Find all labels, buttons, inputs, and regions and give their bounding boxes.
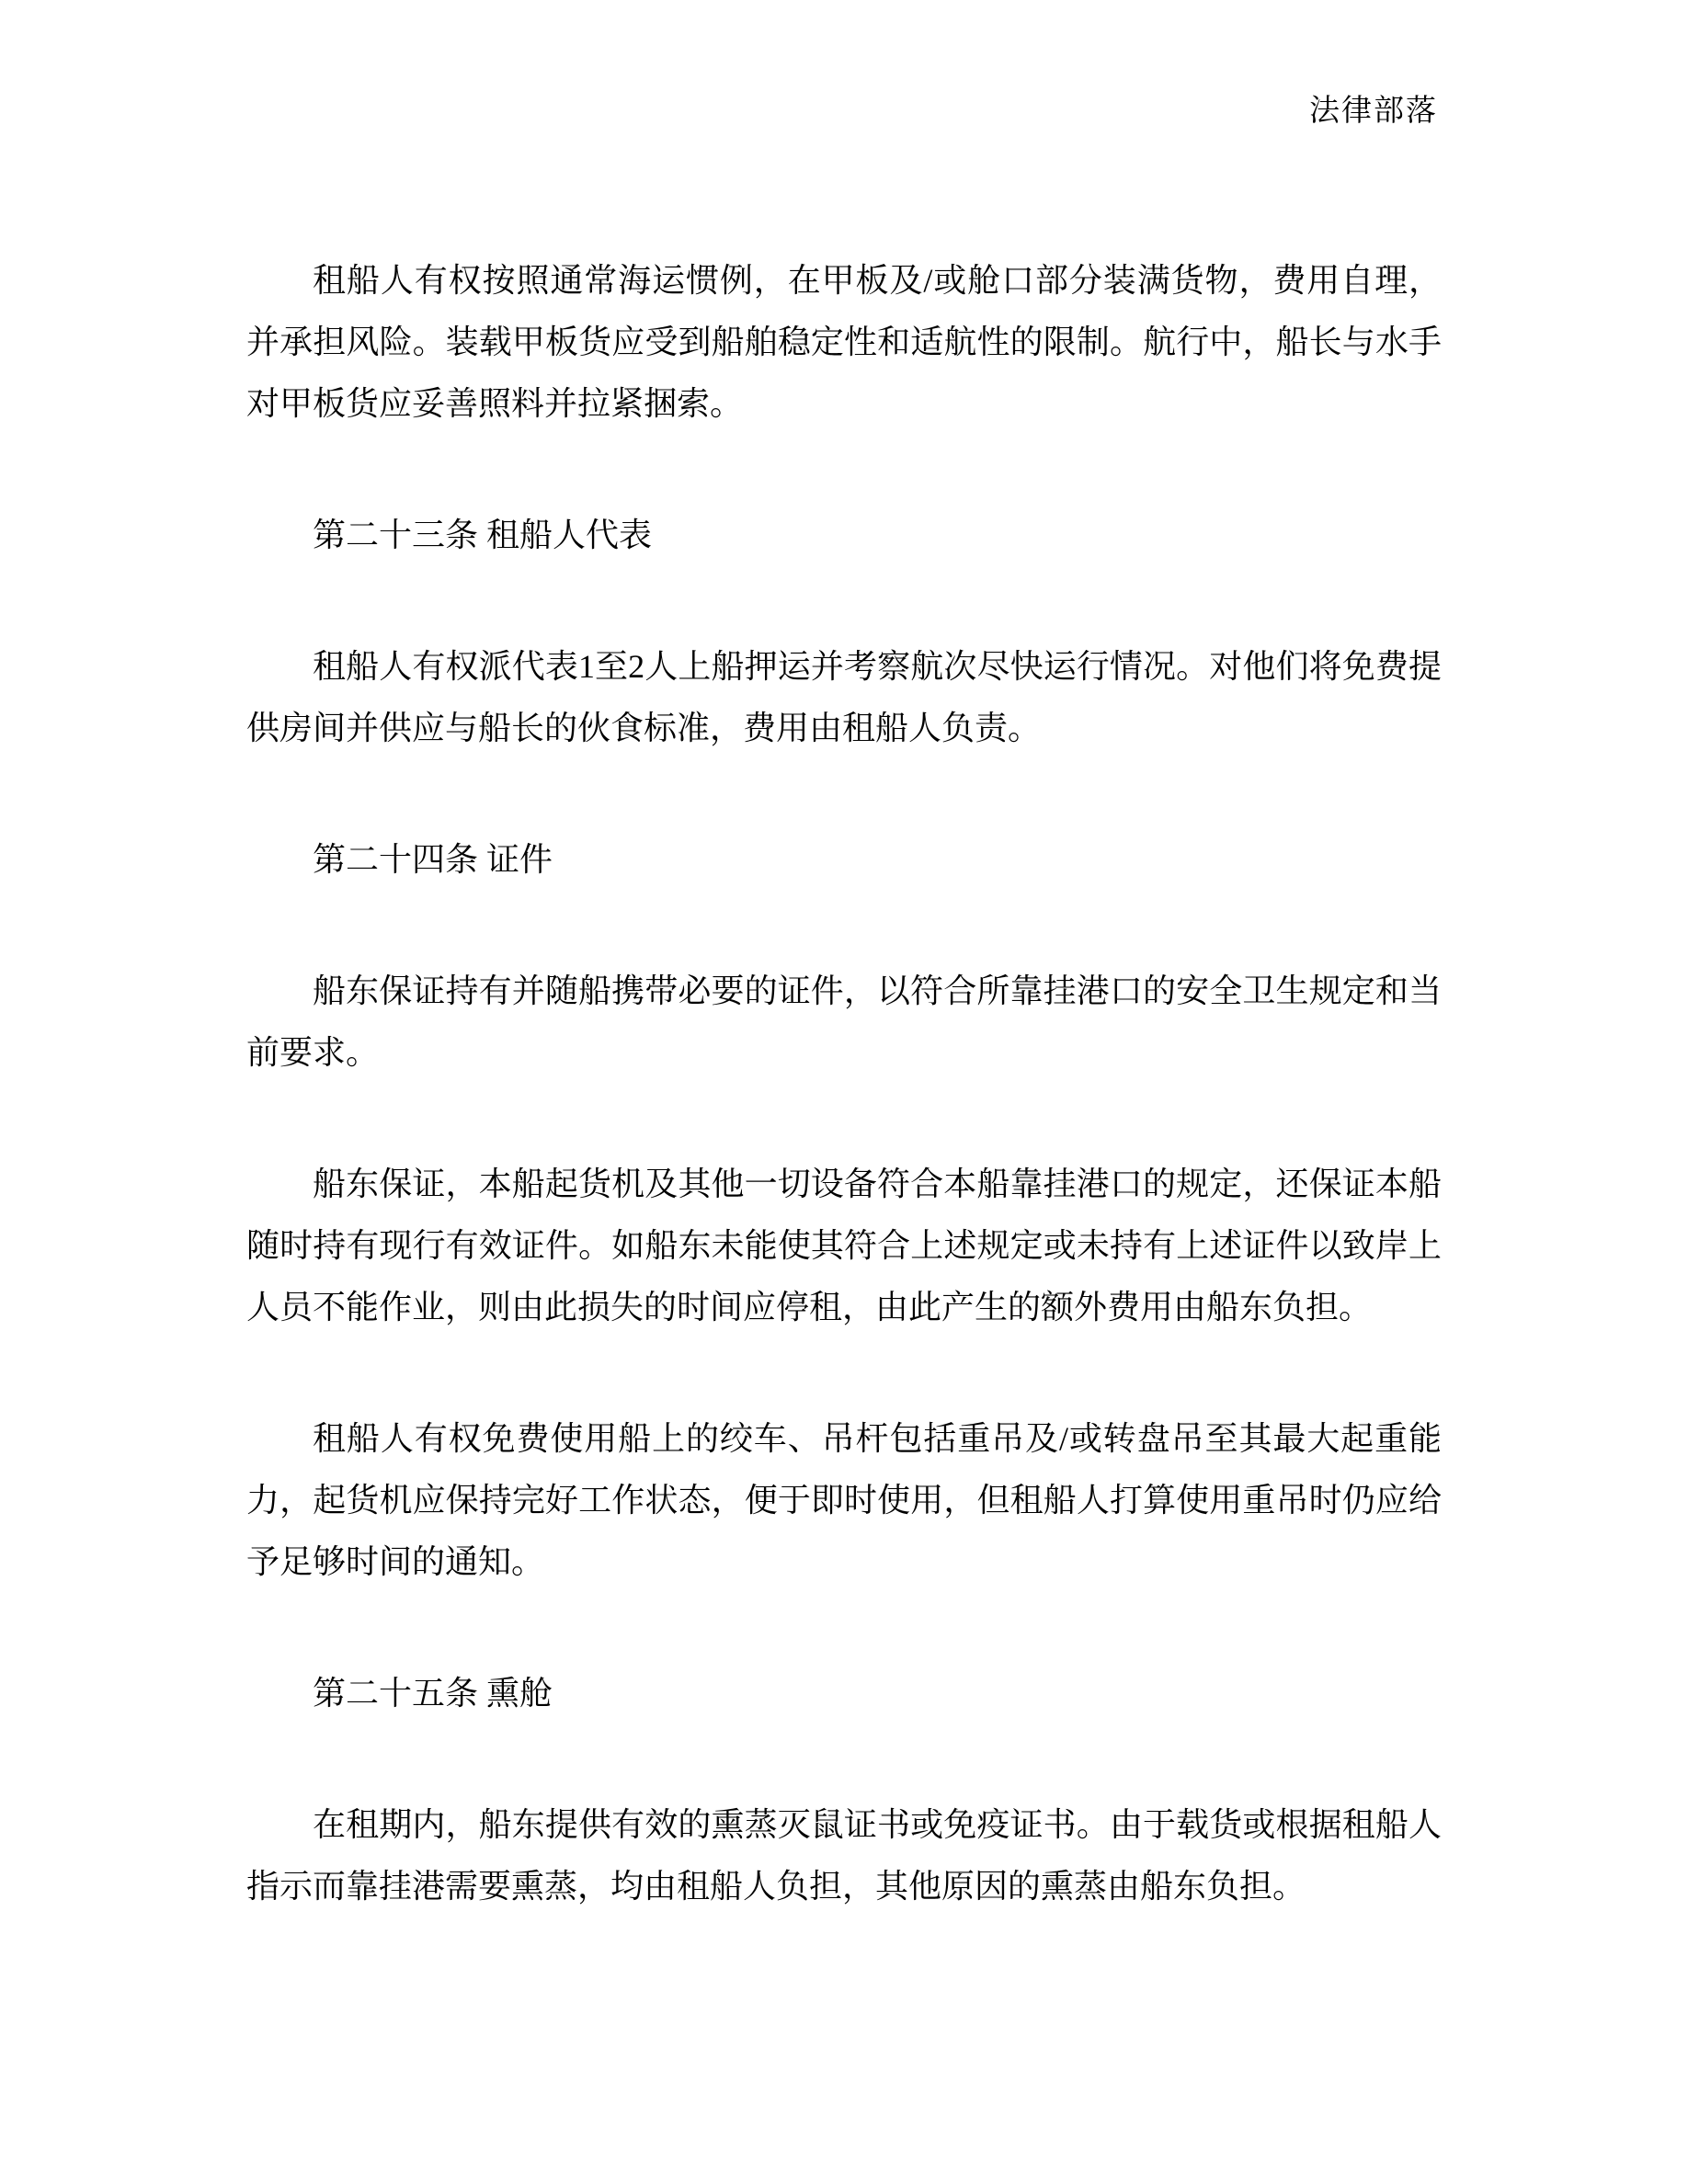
paragraph-charterer-representative: 租船人有权派代表1至2人上船押运并考察航次尽快运行情况。对他们将免费提供房间并供应与船长的伙食标准，费用由租船人负责。 <box>246 648 1442 746</box>
article-heading-25: 第二十五条 熏舱 <box>313 1675 553 1712</box>
document-body <box>246 250 1442 1917</box>
article-heading-24: 第二十四条 证件 <box>313 841 553 878</box>
paragraph-fumigation: 在租期内，船东提供有效的熏蒸灭鼠证书或免疫证书。由于载货或根据租船人指示而靠挂港需要熏蒸，均由租船人负担，其他原因的熏蒸由船东负担。 <box>246 1806 1442 1905</box>
header-watermark: 法律部落 <box>1309 95 1438 128</box>
paragraph-deck-cargo: 租船人有权按照通常海运惯例，在甲板及/或舱口部分装满货物，费用自理，并承担风险。装载甲板货应受到船舶稳定性和适航性的限制。航行中，船长与水手对甲板货应妥善照料并拉紧捆索。 <box>246 262 1442 422</box>
paragraph-certificates-carry: 船东保证持有并随船携带必要的证件，以符合所靠挂港口的安全卫生规定和当前要求。 <box>246 973 1442 1071</box>
paragraph-certificates-equipment: 船东保证，本船起货机及其他一切设备符合本船靠挂港口的规定，还保证本船随时持有现行有效证件。如船东未能使其符合上述规定或未持有上述证件以致岸上人员不能作业，则由此损失的时间应停租，由此产生的额外费用由船东负担。 <box>246 1166 1442 1325</box>
paragraph-winches-derricks: 租船人有权免费使用船上的绞车、吊杆包括重吊及/或转盘吊至其最大起重能力，起货机应保持完好工作状态，便于即时使用，但租船人打算使用重吊时仍应给予足够时间的通知。 <box>246 1420 1442 1580</box>
article-heading-23: 第二十三条 租船人代表 <box>313 517 653 553</box>
